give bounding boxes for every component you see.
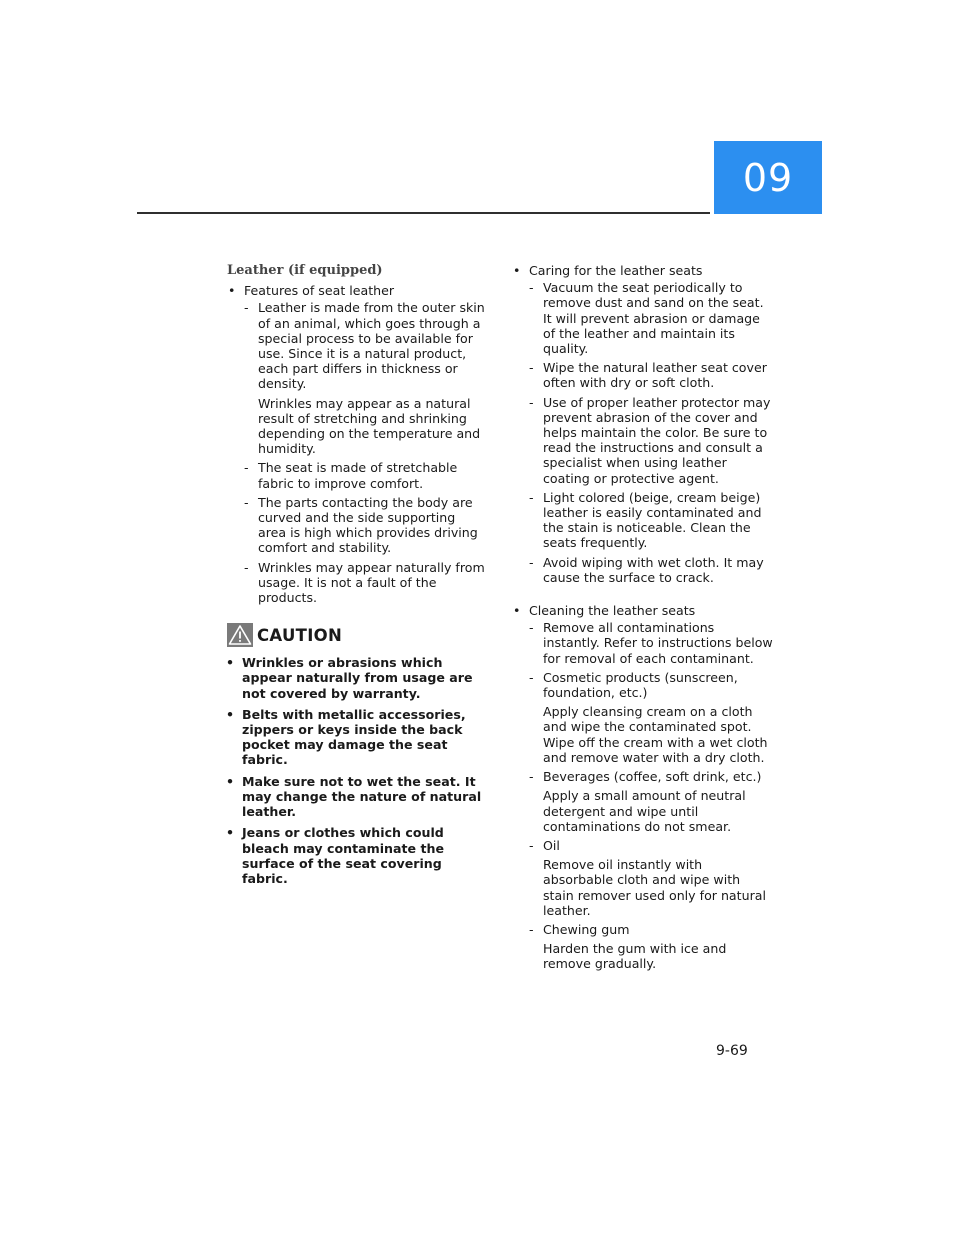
caution-title: CAUTION [257,625,343,645]
cleaning-item [529,838,774,918]
cleaning-bullet [512,603,774,971]
cleaning-item [529,769,774,834]
cleaning-sublist [529,620,774,971]
caring-sublist [529,280,774,585]
cleaning-item-note: Remove oil instantly with absorbable cloth and wipe with stain remover used only for natural leather. [543,857,766,918]
chapter-tab [714,141,822,214]
features-sublist [244,300,487,605]
cleaning-item-text: - Oil [543,837,560,853]
page-number: 9-69 [716,1043,748,1059]
warning-triangle-icon [227,623,253,647]
caring-title: Caring for the leather seats [529,263,703,278]
caution-header [227,623,487,647]
caution-list [225,655,487,886]
features-title: Features of seat leather [244,283,395,299]
caring-item: - Light colored (beige, cream beige) leather is easily contaminated and the stain is noticeable. Clean the seats frequently. [529,490,774,551]
cleaning-item-note: Harden the gum with ice and remove gradually. [543,941,727,972]
caring-item: - Use of proper leather protector may prevent abrasion of the cover and helps maintain the color. Be sure to read the instructions and consult a specialist when using leather coating or protective agent. [529,395,774,486]
features-item-note: Wrinkles may appear as a natural result of stretching and shrinking depending on the temperature and humidity. [258,395,481,457]
cleaning-title: Cleaning the leather seats [529,603,696,619]
features-item: - The parts contacting the body are curved and the side supporting area is high which provides driving comfort and stability. [244,495,487,556]
caring-item: - Vacuum the seat periodically to remove dust and sand on the seat. It will prevent abrasion or damage of the leather and maintain its quality. [529,280,774,356]
cleaning-item-text: - Chewing gum [543,921,630,937]
caring-item: - Wipe the natural leather seat cover often with dry or soft cloth. [529,360,774,390]
cleaning-list [512,603,774,971]
caution-item: • Wrinkles or abrasions which appear naturally from usage are not covered by warranty. [225,655,487,701]
left-column [227,263,487,892]
cleaning-item-text: - Cosmetic products (sunscreen, foundation, etc.) [543,669,738,701]
caution-item: • Belts with metallic accessories, zippers or keys inside the back pocket may damage the seat fabric. [225,707,487,768]
section-heading: Leather (if equipped) [227,263,383,278]
spacer [512,589,774,603]
cleaning-item: - Remove all contaminations instantly. Refer to instructions below for removal of each contaminant. [529,620,774,666]
caring-bullet [512,263,774,585]
features-bullet [227,283,487,605]
caution-item: • Make sure not to wet the seat. It may change the nature of natural leather. [225,774,487,820]
chapter-number: 09 [742,155,794,200]
cleaning-item-note: Apply cleansing cream on a cloth and wipe the contaminated spot. Wipe off the cream with a wet cloth and remove water with a dry cloth. [543,704,768,765]
caring-item: - Avoid wiping with wet cloth. It may cause the surface to crack. [529,555,774,585]
features-item: - The seat is made of stretchable fabric to improve comfort. [244,460,487,490]
cleaning-item [529,922,774,972]
features-list [227,283,487,605]
features-item-text: - Leather is made from the outer skin of an animal, which goes through a special process to be available for use. Since it is a natural product, each part differs in thickness or density. [258,300,485,392]
caution-box [227,623,487,886]
caution-item: • Jeans or clothes which could bleach may contaminate the surface of the seat covering fabric. [225,825,487,886]
cleaning-item-text: - Beverages (coffee, soft drink, etc.) [543,769,762,785]
caring-list [512,263,774,585]
header-rule [137,212,710,214]
features-item: - Wrinkles may appear naturally from usage. It is not a fault of the products. [244,560,487,606]
cleaning-item-note: Apply a small amount of neutral detergent and wipe until contaminations do not smear. [543,788,746,834]
right-column [512,263,774,976]
features-item [244,300,487,456]
cleaning-item [529,670,774,765]
